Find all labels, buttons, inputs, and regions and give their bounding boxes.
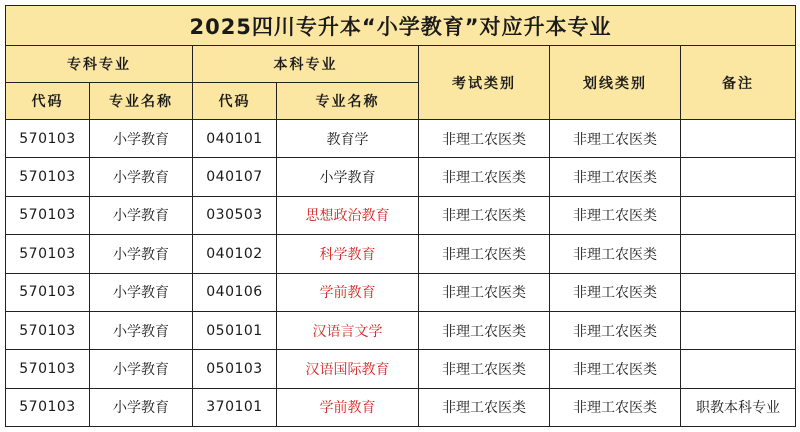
table-row [6, 273, 796, 311]
exam-category-cell: 非理工农医类 [419, 120, 550, 158]
src-name-cell: 小学教育 [90, 120, 193, 158]
table-row [6, 158, 796, 196]
src-name-cell: 小学教育 [90, 235, 193, 273]
dst-name-cell: 科学教育 [277, 235, 419, 273]
remarks-header: 备注 [681, 46, 796, 120]
table-row [6, 235, 796, 273]
table-row [6, 196, 796, 234]
src-code-cell: 570103 [6, 273, 90, 311]
table-row [6, 388, 796, 426]
cutoff-category-cell: 非理工农医类 [550, 120, 681, 158]
dst-name-cell: 小学教育 [277, 158, 419, 196]
dst-code-header: 代码 [193, 83, 277, 120]
exam-category-cell: 非理工农医类 [419, 196, 550, 234]
remarks-cell [681, 196, 796, 234]
src-code-cell: 570103 [6, 158, 90, 196]
dst-name-cell: 思想政治教育 [277, 196, 419, 234]
cutoff-category-cell: 非理工农医类 [550, 158, 681, 196]
dst-code-cell: 050101 [193, 311, 277, 349]
dst-code-cell: 050103 [193, 350, 277, 388]
cutoff-category-cell: 非理工农医类 [550, 311, 681, 349]
dst-name-cell: 汉语国际教育 [277, 350, 419, 388]
cutoff-category-cell: 非理工农医类 [550, 235, 681, 273]
dst-code-cell: 040107 [193, 158, 277, 196]
remarks-cell: 职教本科专业 [681, 388, 796, 426]
src-name-header: 专业名称 [90, 83, 193, 120]
remarks-cell [681, 311, 796, 349]
src-name-cell: 小学教育 [90, 388, 193, 426]
exam-category-cell: 非理工农医类 [419, 273, 550, 311]
remarks-cell [681, 120, 796, 158]
src-code-cell: 570103 [6, 120, 90, 158]
src-name-cell: 小学教育 [90, 311, 193, 349]
src-name-cell: 小学教育 [90, 350, 193, 388]
cutoff-category-cell: 非理工农医类 [550, 196, 681, 234]
undergrad-major-header: 本科专业 [193, 46, 419, 83]
src-name-cell: 小学教育 [90, 196, 193, 234]
remarks-cell [681, 273, 796, 311]
dst-name-cell: 学前教育 [277, 388, 419, 426]
remarks-cell [681, 350, 796, 388]
src-name-cell: 小学教育 [90, 158, 193, 196]
dst-name-cell: 教育学 [277, 120, 419, 158]
dst-code-cell: 370101 [193, 388, 277, 426]
remarks-cell [681, 158, 796, 196]
cutoff-category-cell: 非理工农医类 [550, 273, 681, 311]
junior-college-major-header: 专科专业 [6, 46, 193, 83]
dst-code-cell: 040101 [193, 120, 277, 158]
remarks-cell [681, 235, 796, 273]
cutoff-category-cell: 非理工农医类 [550, 388, 681, 426]
src-code-cell: 570103 [6, 388, 90, 426]
src-name-cell: 小学教育 [90, 273, 193, 311]
table-row [6, 311, 796, 349]
dst-code-cell: 030503 [193, 196, 277, 234]
major-mapping-table [5, 5, 796, 427]
dst-name-cell: 学前教育 [277, 273, 419, 311]
table-row [6, 350, 796, 388]
dst-name-cell: 汉语言文学 [277, 311, 419, 349]
dst-code-cell: 040102 [193, 235, 277, 273]
exam-category-header: 考试类别 [419, 46, 550, 120]
dst-code-cell: 040106 [193, 273, 277, 311]
table-row [6, 120, 796, 158]
src-code-header: 代码 [6, 83, 90, 120]
dst-name-header: 专业名称 [277, 83, 419, 120]
exam-category-cell: 非理工农医类 [419, 388, 550, 426]
exam-category-cell: 非理工农医类 [419, 158, 550, 196]
src-code-cell: 570103 [6, 311, 90, 349]
cutoff-category-header: 划线类别 [550, 46, 681, 120]
src-code-cell: 570103 [6, 196, 90, 234]
exam-category-cell: 非理工农医类 [419, 235, 550, 273]
table-title: 2025四川专升本“小学教育”对应升本专业 [6, 6, 796, 46]
cutoff-category-cell: 非理工农医类 [550, 350, 681, 388]
exam-category-cell: 非理工农医类 [419, 350, 550, 388]
exam-category-cell: 非理工农医类 [419, 311, 550, 349]
src-code-cell: 570103 [6, 235, 90, 273]
src-code-cell: 570103 [6, 350, 90, 388]
